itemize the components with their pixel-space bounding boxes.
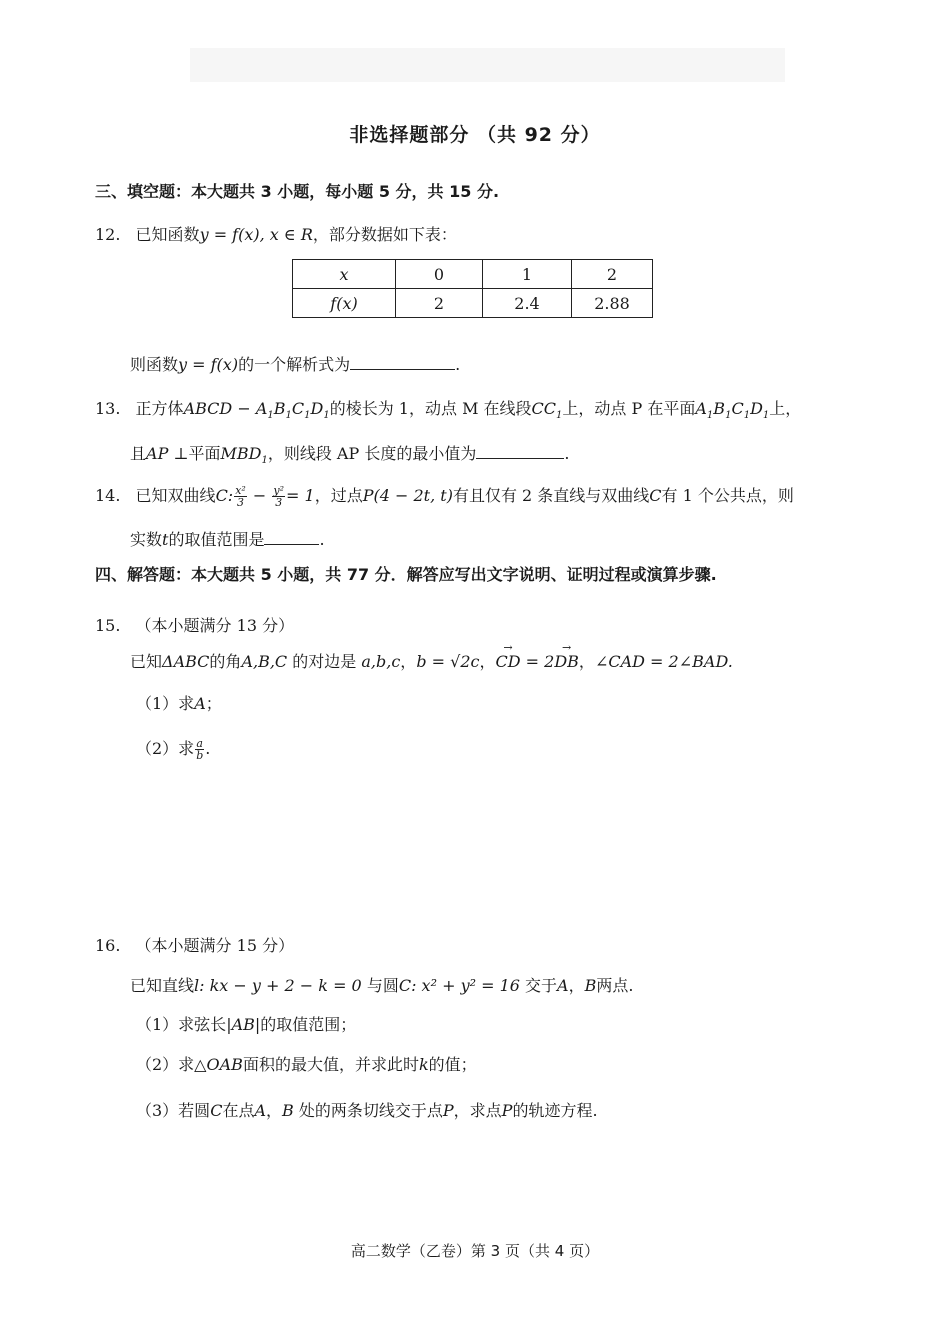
question-16-header: 16. （本小题满分 15 分） xyxy=(95,936,295,955)
fraction: $\frac{\text{x²}}{3}$ xyxy=(235,484,246,509)
question-15-statement: 已知ΔABC的角A,B,C 的对边是 a,b,c，b = √2c，→ CD = 2→ DB，∠CAD = 2∠BAD. xyxy=(130,649,733,672)
scan-smudge xyxy=(190,48,785,82)
question-15-header: 15. （本小题满分 13 分） xyxy=(95,616,295,635)
part-title: 非选择题部分 （共 92 分） xyxy=(349,124,601,146)
function-value-table xyxy=(292,259,653,318)
table-row: x 0 1 2 xyxy=(293,260,653,289)
page-footer: 高二数学（乙卷）第 3 页（共 4 页） xyxy=(350,1242,600,1260)
question-15-part2: （2）求 $\frac{a}{b}$ . xyxy=(136,737,211,762)
question-12-line2: 则函数y = f(x)的一个解析式为 . xyxy=(130,355,461,374)
section-three-heading: 三、填空题：本大题共 3 小题，每小题 5 分，共 15 分. xyxy=(95,182,500,201)
question-13-line1: 13. 正方体ABCD − $A_1B_1C_1D_1$的棱长为 1，动点 M 在线段$CC_1$上，动点 P 在平面$A_1B_1C_1D_1$上， xyxy=(95,399,802,422)
question-14-line2: 实数t的取值范围是 . xyxy=(130,530,325,549)
question-13-line2: 且AP ⊥平面$MBD_1$，则线段 AP 长度的最小值为 . xyxy=(130,444,570,467)
question-14-line1: 14. 已知双曲线C: $\frac{\text{x²}}{3}$ − $\frac{\text{y²}}{3}$ = 1，过点P(4 − 2t, t)有且仅有 2 条直线与双曲线C有 1 个公共点，则 xyxy=(95,484,794,509)
table-row: f(x) 2 2.4 2.88 xyxy=(293,289,653,318)
question-15-part1: （1）求A； xyxy=(136,694,222,713)
question-16-part1: （1）求弦长|AB|的取值范围； xyxy=(136,1015,357,1034)
answer-blank[interactable] xyxy=(476,444,564,459)
question-16-statement: 已知直线l: kx − y + 2 − k = 0 与圆C: x² + y² = 16 交于A，B两点. xyxy=(130,976,634,995)
fraction: $\frac{\text{y²}}{3}$ xyxy=(273,484,285,509)
answer-blank[interactable] xyxy=(350,355,455,370)
question-12-line1: 12. 已知函数y = f(x), x ∈ R，部分数据如下表： xyxy=(95,225,457,244)
answer-blank[interactable] xyxy=(264,530,319,545)
question-number: 12. xyxy=(95,225,121,244)
fraction: $\frac{a}{b}$ xyxy=(196,737,204,762)
question-16-part3: （3）若圆C在点A，B 处的两条切线交于点P，求点P的轨迹方程. xyxy=(136,1101,598,1120)
section-four-heading: 四、解答题：本大题共 5 小题，共 77 分．解答应写出文字说明、证明过程或演算步骤. xyxy=(95,565,717,584)
question-16-part2: （2）求△OAB面积的最大值，并求此时k的值； xyxy=(136,1055,477,1074)
